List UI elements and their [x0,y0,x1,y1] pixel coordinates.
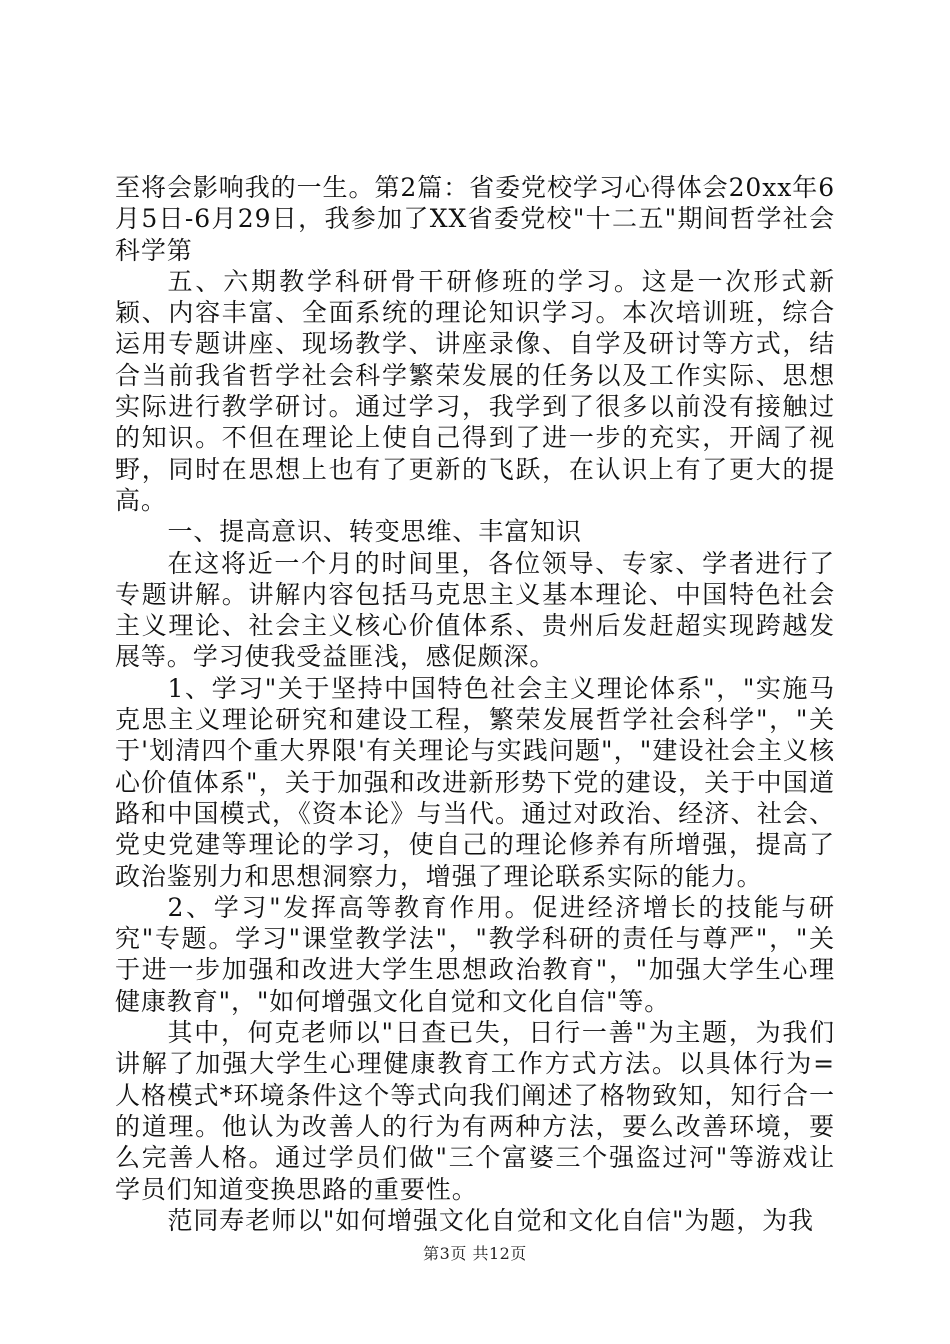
page-footer: 第3页 共12页 [423,1244,527,1263]
paragraph-6: 其中，何克老师以"日查已失，日行一善"为主题，为我们讲解了加强大学生心理健康教育工作方式方法。以具体行为=人格模式*环境条件这个等式向我们阐述了格物致知，知行合一的道理。他认为改善人的行为有两种方法，要么改善环境，要么完善人格。通过学员们做"三个富婆三个强盗过河"等游戏让学员们知道变换思路的重要性。 [115,1018,835,1204]
paragraph-4: 1、学习"关于坚持中国特色社会主义理论体系"，"实施马克思主义理论研究和建设工程，繁荣发展哲学社会科学"，"关于'划清四个重大界限'有关理论与实践问题"，"建设社会主义核心价值体系"，关于加强和改进新形势下党的建设，关于中国道路和中国模式，《资本论》与当代。通过对政治、经济、社会、党史党建等理论的学习，使自己的理论修养有所增强，提高了政治鉴别力和思想洞察力，增强了理论联系实际的能力。 [115,673,835,891]
paragraph-2: 五、六期教学科研骨干研修班的学习。这是一次形式新颖、内容丰富、全面系统的理论知识学习。本次培训班，综合运用专题讲座、现场教学、讲座录像、自学及研讨等方式，结合当前我省哲学社会科学繁荣发展的任务以及工作实际、思想实际进行教学研讨。通过学习，我学到了很多以前没有接触过的知识。不但在理论上使自己得到了进一步的充实，开阔了视野，同时在思想上也有了更新的飞跃，在认识上有了更大的提高。 [115,266,835,515]
paragraph-1: 至将会影响我的一生。第2篇：省委党校学习心得体会20xx年6月5日-6月29日，我参加了XX省委党校"十二五"期间哲学社会科学第 [115,173,835,265]
paragraph-7: 范同寿老师以"如何增强文化自觉和文化自信"为题，为我 [167,1205,814,1235]
paragraph-3: 在这将近一个月的时间里，各位领导、专家、学者进行了专题讲解。讲解内容包括马克思主义基本理论、中国特色社会主义理论、社会主义核心价值体系、贵州后发赶超实现跨越发展等。学习使我受益匪浅，感促颇深。 [115,548,835,672]
section-heading: 一、提高意识、转变思维、丰富知识 [167,517,582,547]
paragraph-5: 2、学习"发挥高等教育作用。促进经济增长的技能与研究"专题。学习"课堂教学法"，"教学科研的责任与尊严"，"关于进一步加强和改进大学生思想政治教育"，"加强大学生心理健康教育"，"如何增强文化自觉和文化自信"等。 [115,892,835,1016]
document-body [115,172,835,1236]
